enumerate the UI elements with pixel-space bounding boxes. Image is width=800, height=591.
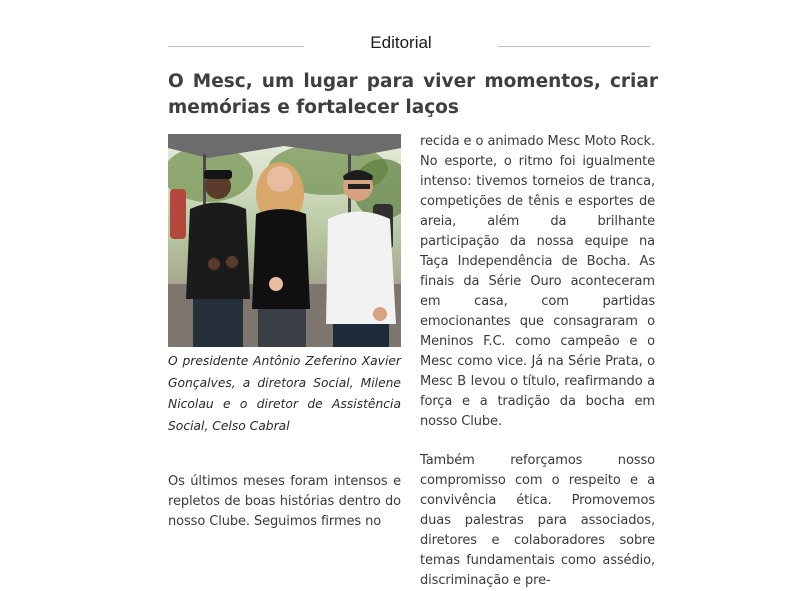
article-column-right [420, 132, 655, 591]
photo-caption: O presidente Antônio Zeferino Xavier Gonçalves, a diretora Social, Milene Nicolau e o diretor de Assistência Social, Celso Cabral [168, 354, 401, 433]
article-column-left [168, 472, 401, 532]
article-photo [168, 134, 401, 347]
body-paragraph: Também reforçamos nosso compromisso com o respeito e a convivência ética. Promovemos duas palestras para associados, diretores e colaboradores sobre temas fundamentais como assédio, discriminação e pre- [420, 453, 655, 588]
section-rule-left [168, 46, 304, 47]
body-paragraph: Os últimos meses foram intensos e repletos de boas histórias dentro do nosso Clube. Seguimos firmes no [168, 474, 401, 529]
section-label: Editorial [370, 33, 432, 52]
article-headline: O Mesc, um lugar para viver momentos, criar memórias e fortalecer laços [168, 71, 658, 118]
section-rule-right [498, 46, 650, 47]
body-paragraph: recida e o animado Mesc Moto Rock. No esporte, o ritmo foi igualmente intenso: tivemos torneios de tranca, competições de tênis e esportes de areia, além da brilhante participação da nossa equipe na Taça Independência de Bocha. As finais da Série Ouro aconteceram em casa, com partidas emocionantes que consagraram o Meninos F.C. como campeão e o Mesc como vice. Já na Série Prata, o Mesc B levou o título, reafirmando a força e a tradição da bocha em nosso Clube. [420, 134, 655, 429]
